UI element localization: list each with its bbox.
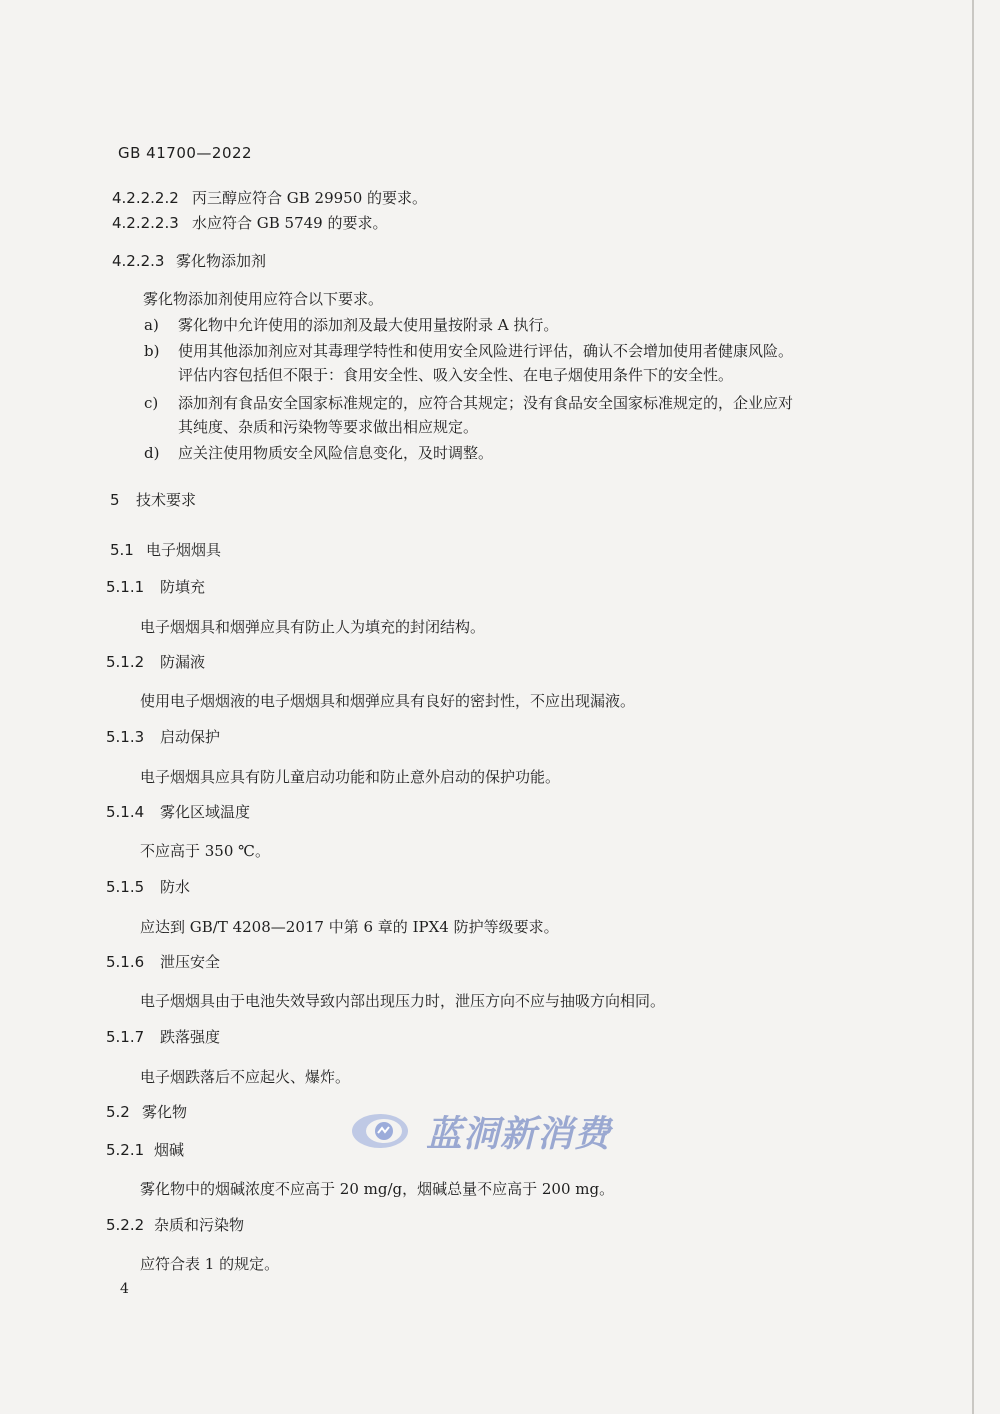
clause-4-2-2-2-3: 4.2.2.2.3 水应符合 GB 5749 的要求。 <box>112 214 388 232</box>
blue-swirl-logo-icon <box>350 1111 414 1151</box>
heading-5-2-2: 5.2.2 杂质和污染物 <box>106 1216 245 1234</box>
list-item-c-line2: 其纯度、杂质和污染物等要求做出相应规定。 <box>178 418 479 436</box>
heading-5-1-2: 5.1.2 防漏液 <box>106 653 206 671</box>
page-edge <box>972 0 974 1414</box>
heading-5-1-1: 5.1.1 防填充 <box>106 578 206 596</box>
additive-intro: 雾化物添加剂使用应符合以下要求。 <box>143 290 384 308</box>
watermark-text: 蓝洞新消费 <box>426 1113 612 1155</box>
heading-5-1-6: 5.1.6 泄压安全 <box>106 953 221 971</box>
heading-5-1-4: 5.1.4 雾化区域温度 <box>106 803 251 821</box>
text-5-2-2: 应符合表 1 的规定。 <box>140 1255 280 1273</box>
list-item-a: a) 雾化物中允许使用的添加剂及最大使用量按附录 A 执行。 <box>144 316 559 334</box>
heading-5-1-5: 5.1.5 防水 <box>106 878 191 896</box>
heading-5-2-1: 5.2.1 烟碱 <box>106 1141 185 1159</box>
text-5-2-1: 雾化物中的烟碱浓度不应高于 20 mg/g，烟碱总量不应高于 200 mg。 <box>140 1180 615 1198</box>
text-5-1-2: 使用电子烟烟液的电子烟烟具和烟弹应具有良好的密封性，不应出现漏液。 <box>140 692 636 710</box>
document-code: GB 41700—2022 <box>118 144 253 162</box>
list-item-b-line2: 评估内容包括但不限于：食用安全性、吸入安全性、在电子烟使用条件下的安全性。 <box>178 366 734 384</box>
list-item-b-line1: b) 使用其他添加剂应对其毒理学特性和使用安全风险进行评估，确认不会增加使用者健康风险。 <box>144 342 794 360</box>
heading-5: 5 技术要求 <box>110 491 197 509</box>
heading-5-1: 5.1 电子烟烟具 <box>110 541 222 559</box>
text-5-1-4: 不应高于 350 ℃。 <box>140 842 270 860</box>
watermark <box>350 1107 611 1155</box>
clause-4-2-2-2-2: 4.2.2.2.2 丙三醇应符合 GB 29950 的要求。 <box>112 189 428 207</box>
text-5-1-5: 应达到 GB/T 4208—2017 中第 6 章的 IPX4 防护等级要求。 <box>140 918 559 936</box>
heading-4-2-2-3: 4.2.2.3 雾化物添加剂 <box>112 252 267 270</box>
heading-5-1-7: 5.1.7 跌落强度 <box>106 1028 221 1046</box>
text-5-1-7: 电子烟跌落后不应起火、爆炸。 <box>140 1068 351 1086</box>
heading-5-2: 5.2 雾化物 <box>106 1103 188 1121</box>
list-item-c-line1: c) 添加剂有食品安全国家标准规定的，应符合其规定；没有食品安全国家标准规定的，企业应对 <box>144 394 794 412</box>
page-number: 4 <box>120 1281 129 1297</box>
heading-5-1-3: 5.1.3 启动保护 <box>106 728 221 746</box>
text-5-1-6: 电子烟烟具由于电池失效导致内部出现压力时，泄压方向不应与抽吸方向相同。 <box>140 992 666 1010</box>
text-5-1-1: 电子烟烟具和烟弹应具有防止人为填充的封闭结构。 <box>140 618 486 636</box>
list-item-d: d) 应关注使用物质安全风险信息变化，及时调整。 <box>144 444 494 462</box>
text-5-1-3: 电子烟烟具应具有防儿童启动功能和防止意外启动的保护功能。 <box>140 768 561 786</box>
